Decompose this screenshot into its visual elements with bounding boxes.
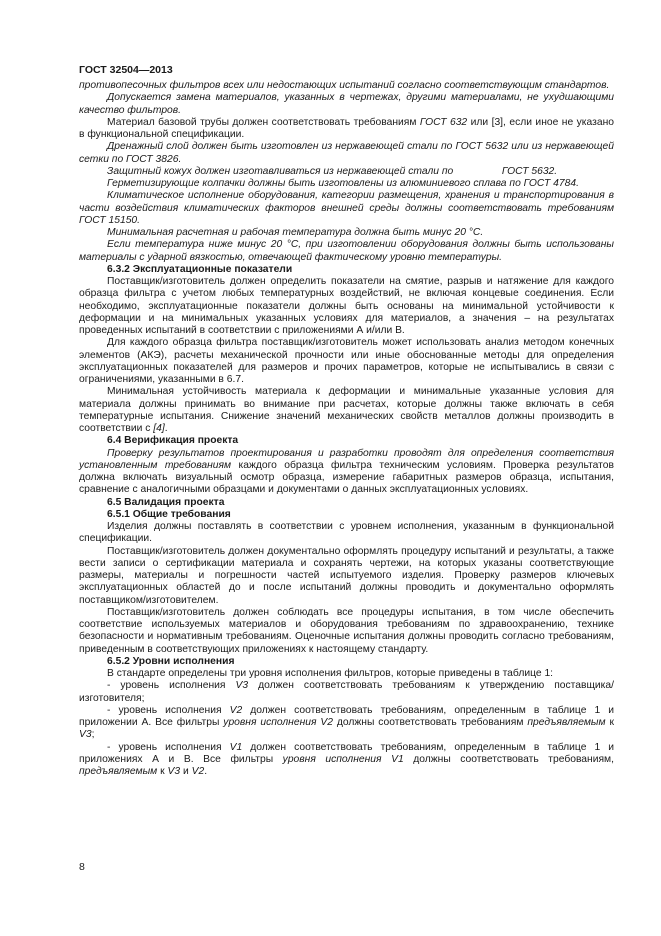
paragraph: В стандарте определены три уровня исполнения фильтров, которые приведены в таблице 1: (107, 668, 554, 679)
paragraph: Поставщик/изготовитель должен определить показатели на смятие, разрыв и натяжение для каждого образца фильтра с учетом любых температурных воздействий, не включая концевые соединения. Если необходимо, эксплуатационные показатели должны быть основаны на минимальной устойчивости к деформации и на минимальных указанных условиях для материалов, а значения – на результатах проведенных испытаний в соответствии с приложениями А и/или В. (79, 276, 614, 336)
paragraph: Материал базовой трубы должен соответствовать требованиям ГОСТ 632 или [3], если иное не указано в функциональной спецификации. (79, 116, 614, 140)
paragraph: Дренажный слой должен быть изготовлен из нержавеющей стали по ГОСТ 5632 или из нержавеющей сетки по ГОСТ 3826. (79, 141, 614, 165)
paragraph: Допускается замена материалов, указанных в чертежах, другими материалами, не ухудшающими качество фильтров. (79, 92, 614, 116)
paragraph: Защитный кожух должен изготавливаться из нержавеющей стали по ГОСТ 5632. (107, 165, 558, 177)
section-heading: 6.3.2 Эксплуатационные показатели (107, 263, 293, 275)
section-heading: 6.5.1 Общие требования (107, 508, 231, 520)
paragraph: Поставщик/изготовитель должен соблюдать все процедуры испытания, в том числе обеспечить соответствие используемых материалов и оборудования требованиям по здравоохранению, технике безопасности и нормативным требованиям. Оценочные испытания должны проводить согласно требованиям, приведенным в соответствующих приложениях к настоящему стандарту. (79, 606, 614, 655)
paragraph: Минимальная расчетная и рабочая температура должна быть минус 20 °С. (107, 227, 484, 238)
section-heading: 6.5.2 Уровни исполнения (107, 655, 235, 667)
document-header: ГОСТ 32504—2013 (79, 64, 173, 76)
section-heading: 6.4 Верификация проекта (107, 435, 239, 447)
paragraph: Герметизирующие колпачки должны быть изготовлены из алюминиевого сплава по ГОСТ 4784. (107, 178, 579, 189)
paragraph: противопесочных фильтров всех или недостающих испытаний согласно соответствующим стандартов. (79, 80, 610, 91)
list-item: - уровень исполнения V2 должен соответствовать требованиям, определенным в таблице 1 и приложении А. Все фильтры уровня исполнения V2 должны соответствовать требованиям предъявляемым к V3; (79, 704, 614, 741)
paragraph: Изделия должны поставлять в соответствии с уровнем исполнения, указанным в функциональной спецификации. (79, 521, 614, 545)
list-item: - уровень исполнения V3 должен соответствовать требованиям к утверждению поставщика/изготовителя; (79, 680, 614, 704)
paragraph: Для каждого образца фильтра поставщик/изготовитель может использовать анализ методом конечных элементов (АКЭ), расчеты механической прочности или иные обоснованные методы для определения эксплуатационных показателей для размеров и прочих параметров, которые не испытывались в связи с ограничениями, указанными в 6.7. (79, 337, 614, 385)
list-item: - уровень исполнения V1 должен соответствовать требованиям, определенным в таблице 1 и приложениях А и В. Все фильтры уровня исполнения V1 должны соответствовать требованиям, предъявляемым к V3 и V2. (79, 741, 614, 777)
paragraph: Поставщик/изготовитель должен документально оформлять процедуру испытаний и результаты, а также вести записи о сертификации материала и сохранять чертежи, на которых указаны соответствующие размеры, материалы и погрешности частей испытуемого изделия. Проверку размеров ключевых эксплуатационных областей до и после испытаний должны проводить и документально оформлять поставщиком/изготовителем. (79, 545, 614, 606)
paragraph: Климатическое исполнение оборудования, категории размещения, хранения и транспортирования в части воздействия климатических факторов внешней среды должны соответствовать требованиям ГОСТ 15150. (79, 190, 614, 226)
paragraph: Минимальная устойчивость материала к деформации и минимальные указанные условия для материала должны принимать во внимание при расчетах, которые должны также включать в себя температурные испытания. Снижение значений механических свойств металлов должны производить в соответствии с [4]. (79, 386, 614, 434)
page-number: 8 (79, 861, 85, 873)
paragraph: Если температура ниже минус 20 °С, при изготовлении оборудования должны быть использованы материалы с ударной вязкостью, отвечающей фактическому уровню температуры. (79, 239, 614, 263)
document-body (79, 80, 614, 778)
paragraph: Проверку результатов проектирования и разработки проводят для определения соответствия установленным требованиям каждого образца фильтра техническим условиям. Проверка результатов должна включать визуальный осмотр образца, измерение габаритных размеров образца, испытания, сравнение с аналогичными образцами и документами о данных эксплуатационных условиях. (79, 447, 614, 496)
section-heading: 6.5 Валидация проекта (107, 496, 225, 508)
